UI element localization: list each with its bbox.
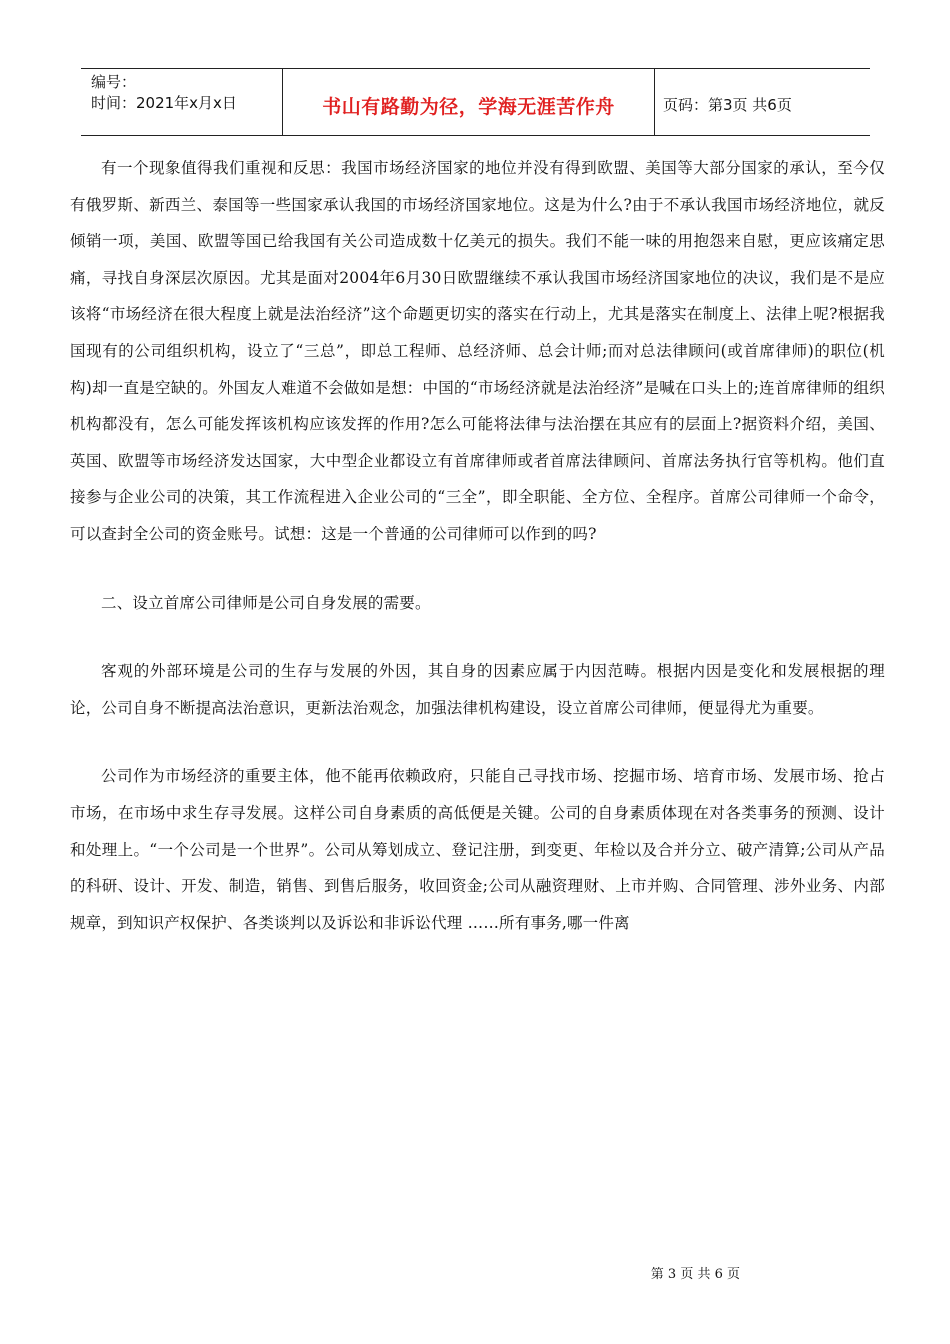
header-meta-cell [81,69,283,135]
footer-page-number: 第 3 页 共 6 页 [650,1267,740,1282]
header-page-info: 页码：第3页 共6页 [663,95,792,114]
body-paragraph: 公司作为市场经济的重要主体，他不能再依赖政府，只能自己寻找市场、挖掘市场、培育市场、发展市场、抢占市场，在市场中求生存寻发展。这样公司自身素质的高低便是关键。公司的自身素质体现在对各类事务的预测、设计和处理上。“一个公司是一个世界”。公司从筹划成立、登记注册，到变更、年检以及合并分立、破产清算;公司从产品的科研、设计、开发、制造，销售、到售后服务，收回资金;公司从融资理财、上市并购、合同管理、涉外业务、内部规章，到知识产权保护、各类谈判以及诉讼和非诉讼代理 ……所有事务,哪一件离 [70,767,885,932]
header-motto: 书山有路勤为径，学海无涯苦作舟 [283,69,655,135]
document-number-label: 编号： [91,73,137,91]
section-heading: 二、设立首席公司律师是公司自身发展的需要。 [101,593,431,612]
body-paragraph: 客观的外部环境是公司的生存与发展的外因，其自身的因素应属于内因范畴。根据内因是变化和发展根据的理论，公司自身不断提高法治意识，更新法治观念，加强法律机构建设，设立首席公司律师，便显得尤为重要。 [70,662,885,717]
page-footer [0,1263,950,1282]
document-body [70,150,885,941]
document-header [81,68,870,136]
body-paragraph: 有一个现象值得我们重视和反思：我国市场经济国家的地位并没有得到欧盟、美国等大部分国家的承认，至今仅有俄罗斯、新西兰、泰国等一些国家承认我国的市场经济国家地位。这是为什么?由于不承认我国市场经济地位，就反倾销一项，美国、欧盟等国已给我国有关公司造成数十亿美元的损失。我们不能一味的用抱怨来自慰，更应该痛定思痛，寻找自身深层次原因。尤其是面对2004年6月30日欧盟继续不承认我国市场经济国家地位的决议，我们是不是应该将“市场经济在很大程度上就是法治经济”这个命题更切实的落实在行动上，尤其是落实在制度上、法律上呢?根据我国现有的公司组织机构，设立了“三总”，即总工程师、总经济师、总会计师;而对总法律顾问(或首席律师)的职位(机构)却一直是空缺的。外国友人难道不会做如是想：中国的“市场经济就是法治经济”是喊在口头上的;连首席律师的组织机构都没有，怎么可能发挥该机构应该发挥的作用?怎么可能将法律与法治摆在其应有的层面上?据资料介绍，美国、英国、欧盟等市场经济发达国家，大中型企业都设立有首席律师或者首席法律顾问、首席法务执行官等机构。他们直接参与企业公司的决策，其工作流程进入企业公司的“三全”，即全职能、全方位、全程序。首席公司律师一个命令，可以查封全公司的资金账号。试想：这是一个普通的公司律师可以作到的吗? [70,159,885,543]
document-date: 时间：2021年x月x日 [91,94,237,112]
